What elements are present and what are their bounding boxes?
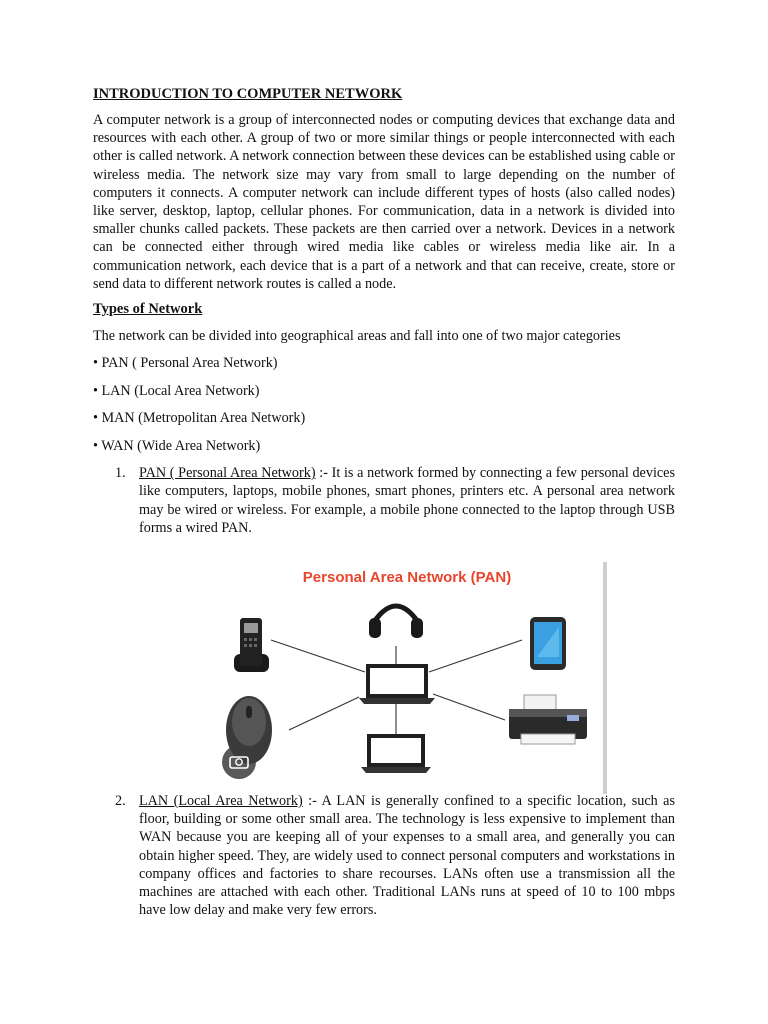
item-text: LAN (Local Area Network) :- A LAN is generally confined to a specific location, such as floor, building or some other small area. The technology is less expensive to implement than WAN because you are keeping all of your expenses to a small area, and generally you can obtain higher speed. They, are widely used to connect personal computers and workstations in company offices and factories to share recourses. LANs often use a transmission all the machines are attached with each other. Traditional LANs runs at speed of 10 to 100 mbps have low delay and make very few errors. (139, 793, 676, 919)
categories-text: The network can be divided into geographical areas and fall into one of two major categories (93, 328, 621, 345)
printer-icon (509, 695, 587, 744)
laptop-icon-secondary (361, 734, 431, 773)
item-term: PAN ( Personal Area Network) (139, 465, 316, 482)
bullet-pan: • PAN ( Personal Area Network) (93, 355, 278, 372)
item-description: A LAN is generally confined to a specific location, such as floor, building or some other small area. The technology is less expensive to implement than WAN because you are keeping all of your expenses to a small area, and generally you can obtain higher speed. They, are widely used to connect personal computers and workstations in company offices and factories to share recourses. LANs often use a transmission all the machines are attached with each other. Traditional LANs runs at speed of 10 to 100 mbps have low delay and make very few errors. (139, 793, 676, 919)
item-number: 1. (115, 465, 126, 482)
pan-diagram-image (219, 562, 609, 794)
item-description: It is a network formed by connecting a few personal devices like computers, laptops, mobile phones, smart phones, printers etc. A personal area network may be wired or wireless. For example, a mobile phone connected to the laptop through USB forms a wired PAN. (139, 465, 675, 536)
list-item-lan (93, 792, 675, 919)
bullet-wan: • WAN (Wide Area Network) (93, 437, 261, 454)
bullet-man: • MAN (Metropolitan Area Network) (93, 410, 306, 427)
item-term: LAN (Local Area Network) (139, 793, 303, 809)
headphones-icon (369, 606, 423, 638)
lens-badge-icon (222, 745, 256, 779)
item-number: 2. (115, 793, 126, 809)
list-item-pan (93, 464, 675, 537)
types-heading: Types of Network (93, 301, 203, 318)
bullet-lan: • LAN (Local Area Network) (93, 382, 260, 399)
cordless-phone-icon (234, 618, 269, 672)
document-body (93, 86, 675, 537)
document-title: INTRODUCTION TO COMPUTER NETWORK (93, 86, 403, 102)
item-text: PAN ( Personal Area Network) :- It is a network formed by connecting a few personal devices like computers, laptops, mobile phones, smart phones, printers etc. A personal area network may be wired or wireless. For example, a mobile phone connected to the laptop through USB forms a wired PAN. (139, 465, 675, 536)
smartphone-icon (530, 617, 566, 670)
figure-title: Personal Area Network (PAN) (302, 569, 512, 586)
intro-paragraph: A computer network is a group of interconnected nodes or computing devices that exchange data and resources with each other. A group of two or more similar things or people interconnected with each other is called network. A network connection between these devices can be established using cable or wireless media. The network size may vary from small to large depending on the number of computers it connects. A computer network can include different types of hosts (also called nodes) like server, desktop, laptop, cellular phones. For communication, data in a network is divided into smaller chunks called packets. These packets are then carried over a network. Devices in a network can be connected either through wired media like cables or wireless media like air. In a communication network, each device that is a part of a network and that can receive, create, store or send data to different network routes is called a node. (93, 112, 675, 292)
laptop-icon (359, 664, 435, 704)
